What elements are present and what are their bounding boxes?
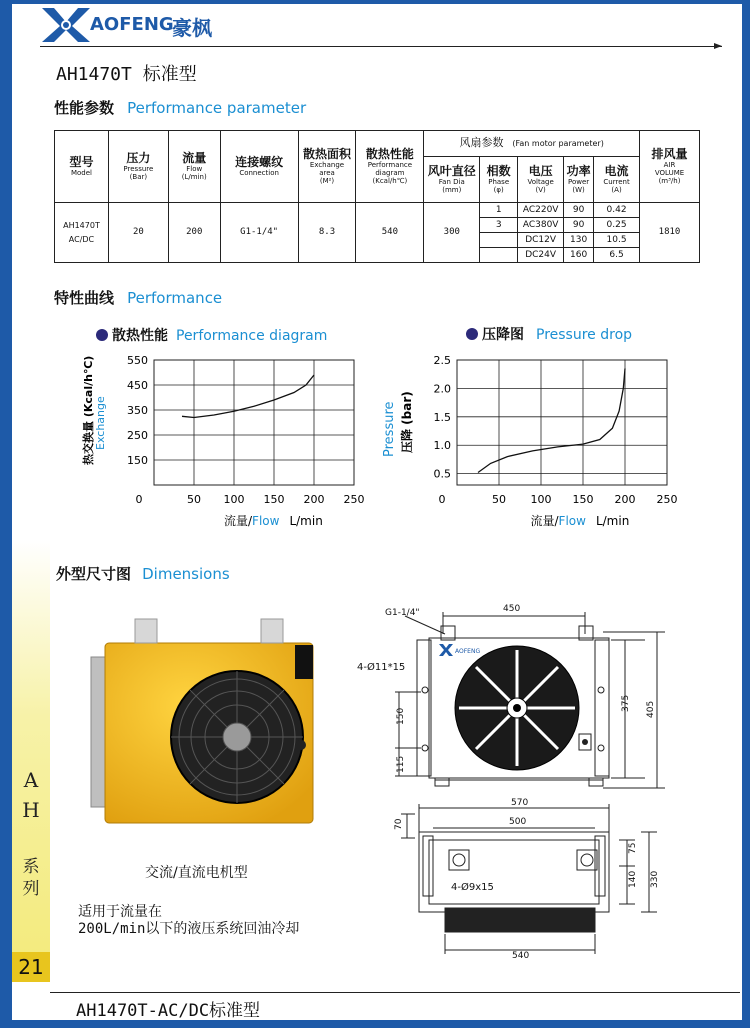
product-photo	[85, 615, 330, 830]
bullet-icon	[466, 328, 478, 340]
td-voltage-3: DC24V	[518, 248, 564, 263]
td-flow: 200	[168, 203, 220, 263]
page-title: AH1470T 标准型	[56, 64, 197, 85]
badge-brand-text: AOFENG	[455, 648, 481, 655]
x-tick-label: 0	[135, 493, 143, 506]
side-strip	[12, 540, 50, 980]
th-phase: 相数 Phase (φ)	[480, 157, 518, 203]
th-voltage: 电压 Voltage (V)	[518, 157, 564, 203]
series-line	[182, 375, 314, 418]
series-letter-a: A	[23, 768, 39, 792]
brand-name-cn: 豪枫	[172, 16, 212, 40]
y-tick-label: 2.0	[433, 382, 451, 396]
x-tick-label: 200	[614, 493, 636, 506]
td-power-1: 90	[564, 218, 594, 233]
x-tick-label: 250	[343, 493, 365, 506]
td-voltage-2: DC12V	[518, 233, 564, 248]
y-axis-label-cn: 热交换量 (Kcal/h℃)	[82, 355, 95, 465]
y-tick-label: 1.5	[433, 410, 451, 424]
y-tick-label: 1.0	[433, 439, 451, 453]
page-number: 21	[12, 952, 50, 982]
th-current: 电流 Current (A)	[594, 157, 640, 203]
product-note-line1: 适用于流量在	[78, 904, 162, 920]
dim-450: 450	[503, 604, 521, 614]
td-area: 8.3	[298, 203, 356, 263]
chart1-title: 散热性能 Performance diagram	[96, 325, 327, 345]
dim-holes-bottom: 4-Ø9x15	[451, 882, 494, 893]
fan-guard-icon	[455, 646, 579, 770]
x-tick-label: 0	[438, 493, 446, 506]
frame-bottom	[0, 1020, 750, 1028]
fan-icon	[171, 671, 303, 803]
brand-logo	[40, 4, 300, 44]
section-title-en: Performance	[127, 289, 223, 307]
td-voltage-1: AC380V	[518, 218, 564, 233]
y-tick-label: 0.5	[433, 467, 451, 481]
y-axis-label-en: Exchange	[94, 396, 107, 450]
dim-150: 150	[396, 707, 406, 725]
frame-left	[0, 0, 12, 1028]
td-performance: 540	[356, 203, 424, 263]
section-title-cn: 外型尺寸图	[56, 565, 132, 583]
dim-330: 330	[650, 870, 660, 888]
th-air-volume: 排风量 AIR VOLUME (m³/h)	[640, 131, 700, 203]
y-axis-label-en: Pressure	[382, 401, 397, 457]
dim-70: 70	[394, 818, 404, 830]
section-dimensions	[56, 563, 230, 584]
plot-frame	[457, 360, 667, 485]
td-power-3: 160	[564, 248, 594, 263]
header-rule-arrow	[714, 43, 722, 49]
y-axis-label-cn: 压降 (bar)	[400, 391, 414, 453]
x-tick-label: 100	[530, 493, 552, 506]
x-axis-label: 流量/Flow L/min	[530, 514, 630, 528]
th-power: 功率 Power (W)	[564, 157, 594, 203]
series-cn-1: 系	[22, 857, 40, 877]
brand-name-en: AOFENG	[90, 14, 174, 35]
y-tick-label: 550	[127, 354, 148, 367]
performance-diagram-chart	[80, 345, 380, 545]
series-cn-2: 列	[22, 879, 40, 899]
spec-table	[54, 130, 700, 263]
td-pressure: 20	[108, 203, 168, 263]
td-phase-0: 1	[480, 203, 518, 218]
dim-540: 540	[512, 951, 530, 961]
td-current-1: 0.25	[594, 218, 640, 233]
x-tick-label: 50	[187, 493, 201, 506]
series-line	[478, 369, 625, 473]
th-area: 散热面积 Exchange area (M²)	[298, 131, 356, 203]
th-connection: 连接螺纹 Connection	[220, 131, 298, 203]
td-phase-3	[480, 248, 518, 263]
th-flow: 流量 Flow (L/min)	[168, 131, 220, 203]
x-tick-label: 150	[263, 493, 285, 506]
product-note-line2: 200L/min以下的液压系统回油冷却	[78, 921, 300, 937]
dim-375: 375	[621, 694, 631, 712]
td-fan-dia: 300	[424, 203, 480, 263]
aofeng-badge-icon	[439, 644, 480, 656]
td-power-0: 90	[564, 203, 594, 218]
dim-140: 140	[628, 870, 638, 888]
section-performance-parameter	[54, 97, 306, 118]
footer-title: AH1470T-AC/DC标准型	[76, 1001, 261, 1021]
chart2-title: 压降图 Pressure drop	[466, 324, 632, 344]
th-model: 型号 Model	[55, 131, 109, 203]
th-performance: 散热性能 Performance diagram (Kcal/h℃)	[356, 131, 424, 203]
section-title-cn: 性能参数	[54, 99, 115, 117]
x-tick-label: 200	[303, 493, 325, 506]
frame-right	[742, 0, 750, 1028]
header-rule	[40, 46, 722, 47]
y-tick-label: 2.5	[433, 354, 451, 367]
td-phase-2	[480, 233, 518, 248]
dim-holes-top: 4-Ø11*15	[357, 662, 406, 673]
plot-frame	[154, 360, 354, 485]
td-current-0: 0.42	[594, 203, 640, 218]
dim-75: 75	[628, 842, 638, 854]
td-current-2: 10.5	[594, 233, 640, 248]
y-tick-label: 250	[127, 429, 148, 442]
td-power-2: 130	[564, 233, 594, 248]
x-axis-label: 流量/Flow L/min	[224, 514, 323, 528]
td-phase-1: 3	[480, 218, 518, 233]
product-caption: 交流/直流电机型	[145, 865, 248, 881]
y-tick-label: 450	[127, 379, 148, 392]
dim-570: 570	[511, 798, 529, 808]
dim-405: 405	[646, 700, 656, 718]
td-voltage-0: AC220V	[518, 203, 564, 218]
td-current-3: 6.5	[594, 248, 640, 263]
dim-500: 500	[509, 817, 527, 827]
section-title-en: Performance parameter	[127, 99, 307, 117]
x-tick-label: 250	[656, 493, 678, 506]
td-air-volume: 1810	[640, 203, 700, 263]
x-tick-label: 50	[492, 493, 506, 506]
y-tick-label: 150	[127, 454, 148, 467]
dim-115: 115	[396, 755, 406, 773]
th-fan-dia: 风叶直径 Fan Dia (mm)	[424, 157, 480, 203]
pressure-drop-chart	[375, 345, 678, 545]
section-title-en: Dimensions	[142, 565, 230, 583]
td-model: AH1470T AC/DC	[55, 203, 109, 263]
th-fan-group: 风扇参数 (Fan motor parameter)	[424, 131, 640, 157]
x-tick-label: 100	[223, 493, 245, 506]
footer-rule	[50, 992, 740, 993]
bullet-icon	[96, 329, 108, 341]
td-connection: G1-1/4"	[220, 203, 298, 263]
th-pressure: 压力 Pressure (Bar)	[108, 131, 168, 203]
section-title-cn: 特性曲线	[54, 289, 115, 307]
aofeng-logo-icon	[40, 6, 92, 44]
dim-connection-label: G1-1/4"	[385, 608, 420, 618]
section-performance-curve	[54, 287, 222, 308]
dimension-drawing	[355, 600, 675, 995]
x-tick-label: 150	[572, 493, 594, 506]
series-letter-h: H	[22, 798, 40, 822]
y-tick-label: 350	[127, 404, 148, 417]
